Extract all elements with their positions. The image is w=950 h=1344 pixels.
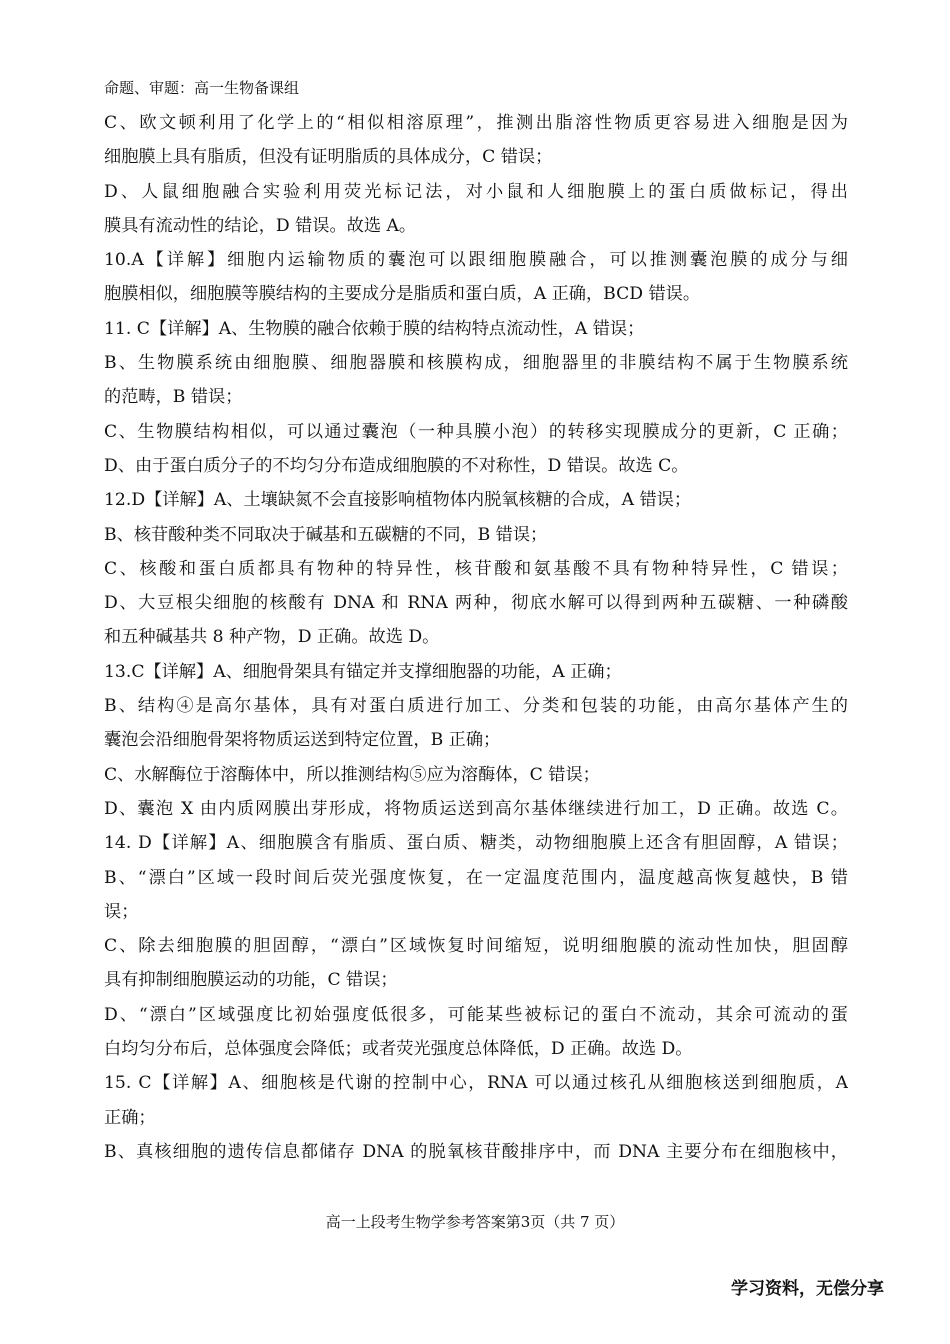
text-line: B、真核细胞的遗传信息都储存 DNA 的脱氧核苷酸排序中，而 DNA 主要分布在细胞核中， [104,1141,848,1162]
text-line: D、大豆根尖细胞的核酸有 DNA 和 RNA 两种，彻底水解可以得到两种五碳糖、一种磷酸 [104,593,848,614]
text-line: C、欧文顿利用了化学上的“相似相溶原理”，推测出脂溶性物质更容易进入细胞是因为 [104,113,848,133]
text-line: 细胞膜上具有脂质，但没有证明脂质的具体成分，C 错误； [104,147,553,168]
text-line: 的范畴，B 错误； [104,387,243,408]
text-line: 正确； [104,1107,156,1128]
page-header: 命题、审题：高一生物备课组 [104,79,300,97]
text-line: 12.D【详解】A、土壤缺氮不会直接影响植物体内脱氧核糖的合成，A 错误； [104,490,692,511]
text-line: 和五种碱基共 8 种产物，D 正确。故选 D。 [104,627,440,648]
text-line: D、囊泡 X 由内质网膜出芽形成，将物质运送到高尔基体继续进行加工，D 正确。故选 C。 [104,798,848,819]
text-line: 15. C【详解】A、细胞核是代谢的控制中心，RNA 可以通过核孔从细胞核送到细胞质，A [104,1073,848,1094]
text-line: D、由于蛋白质分子的不均匀分布造成细胞膜的不对称性，D 错误。故选 C。 [104,455,689,476]
page-footer: 高一上段考生物学参考答案第3页（共 7 页） [325,1213,625,1231]
text-line: D、“漂白”区域强度比初始强度低很多，可能某些被标记的蛋白不流动，其余可流动的蛋 [104,1004,848,1025]
text-line: 14. D【详解】A、细胞膜含有脂质、蛋白质、糖类，动物细胞膜上还含有胆固醇，A 错误； [104,833,848,854]
text-line: B、结构④是高尔基体，具有对蛋白质进行加工、分类和包装的功能，由高尔基体产生的 [104,696,848,717]
text-line: B、“漂白”区域一段时间后荧光强度恢复，在一定温度范围内，温度越高恢复越快，B 错 [104,867,848,888]
text-line: 胞膜相似，细胞膜等膜结构的主要成分是脂质和蛋白质，A 正确，BCD 错误。 [104,284,701,305]
text-line: 白均匀分布后，总体强度会降低；或者荧光强度总体降低，D 正确。故选 D。 [104,1039,693,1060]
text-line: B、生物膜系统由细胞膜、细胞器膜和核膜构成，细胞器里的非膜结构不属于生物膜系统 [104,353,848,374]
text-line: 误； [104,901,139,922]
text-line: B、核苷酸种类不同取决于碱基和五碳糖的不同，B 错误； [104,524,548,545]
text-line: 囊泡会沿细胞骨架将物质运送到特定位置，B 正确； [104,730,501,751]
watermark-text: 学习资料，无偿分享 [731,1279,884,1299]
text-line: 10.A【详解】细胞内运输物质的囊泡可以跟细胞膜融合，可以推测囊泡膜的成分与细 [104,250,848,271]
text-line: C、核酸和蛋白质都具有物种的特异性，核苷酸和氨基酸不具有物种特异性，C 错误； [104,558,848,579]
text-line: 具有抑制细胞膜运动的功能，C 错误； [104,970,398,991]
text-line: C、除去细胞膜的胆固醇，“漂白”区域恢复时间缩短，说明细胞膜的流动性加快，胆固醇 [104,936,848,957]
text-line: 11. C【详解】A、生物膜的融合依赖于膜的结构特点流动性，A 错误； [104,318,645,339]
answer-content [104,106,848,1169]
text-line: 13.C【详解】A、细胞骨架具有锚定并支撑细胞器的功能，A 正确； [104,661,622,682]
text-line: D、人鼠细胞融合实验利用荧光标记法，对小鼠和人细胞膜上的蛋白质做标记，得出 [104,181,848,202]
text-line: C、水解酶位于溶酶体中，所以推测结构⑤应为溶酶体，C 错误； [104,764,600,785]
text-line: C、生物膜结构相似，可以通过囊泡（一种具膜小泡）的转移实现膜成分的更新，C 正确； [104,421,848,442]
text-line: 膜具有流动性的结论，D 错误。故选 A。 [104,215,417,236]
